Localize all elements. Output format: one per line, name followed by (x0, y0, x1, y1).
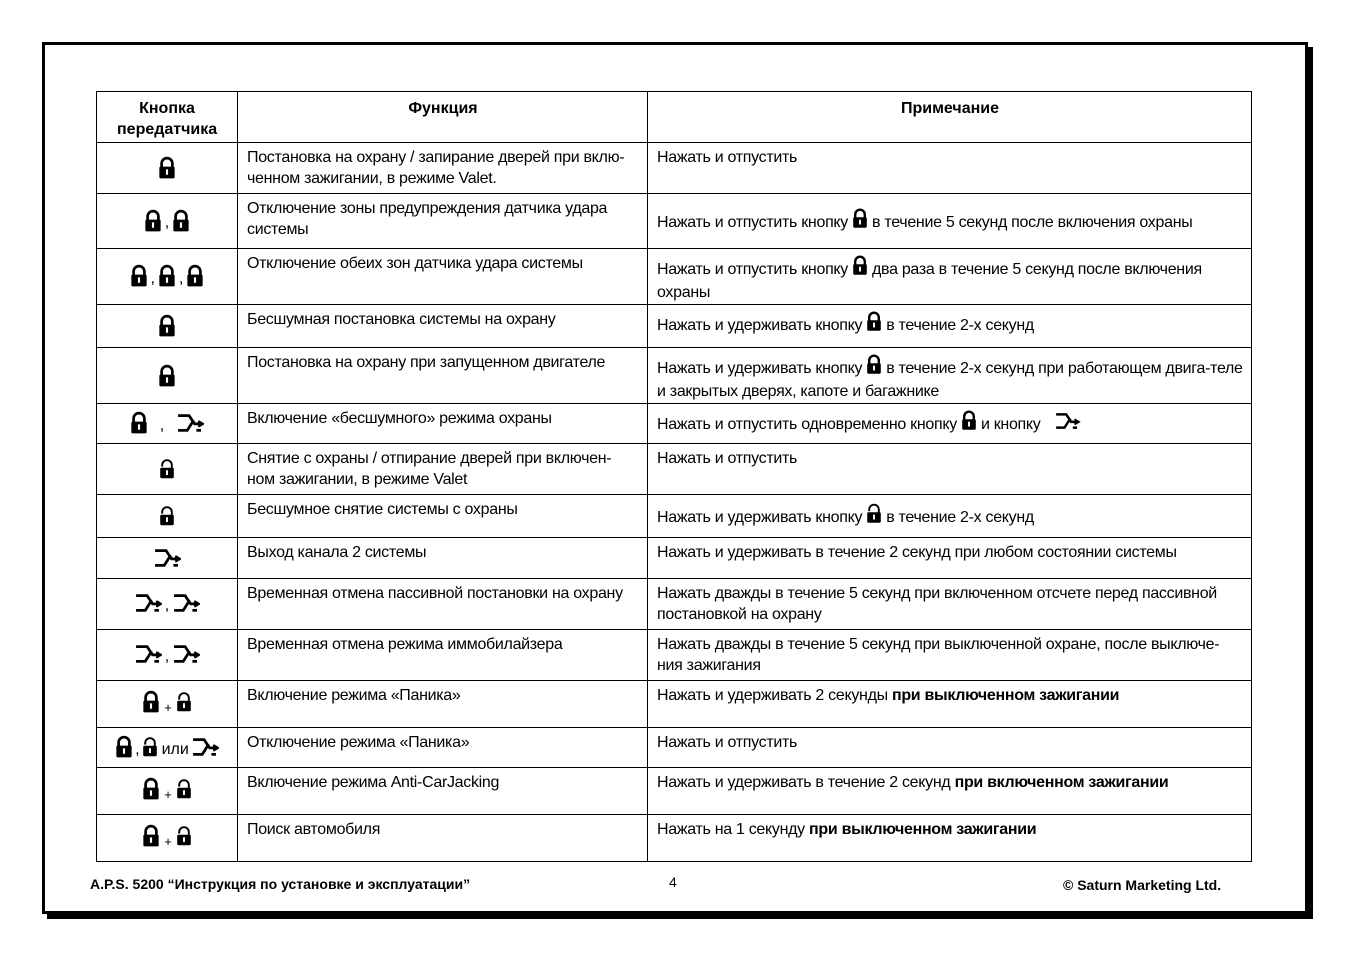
table-row (97, 768, 1252, 815)
aux-channel-icon (176, 412, 204, 434)
comma-separator: , (164, 647, 170, 665)
function-cell: Постановка на охрану / запирание дверей при вклю-ченном зажигании, в режиме Valet. (238, 143, 648, 194)
footer-document-title: A.P.S. 5200 “Инструкция по установке и эксплуатации” (90, 876, 471, 892)
unlock-icon (866, 503, 882, 530)
button-cell (97, 194, 238, 249)
button-cell (97, 404, 238, 444)
unlock-icon (159, 457, 175, 481)
note-cell (648, 305, 1252, 348)
header-function: Функция (238, 92, 648, 143)
note-cell: Нажать и отпустить (648, 728, 1252, 768)
lock-icon (866, 354, 882, 381)
note-cell (648, 348, 1252, 404)
aux-channel-icon (1053, 411, 1081, 437)
button-cell (97, 348, 238, 404)
note-cell: Нажать и отпустить (648, 444, 1252, 495)
lock-icon (130, 264, 148, 288)
plus-separator: + (164, 834, 172, 850)
lock-icon (866, 311, 882, 338)
function-cell: Снятие с охраны / отпирание дверей при включен-ном зажигании, в режиме Valet (238, 444, 648, 495)
note-text: в течение 2-х секунд при работающем двига-теле и закрытых дверях, капоте и багажнике (657, 360, 1243, 400)
button-cell (97, 444, 238, 495)
lock-icon (852, 255, 868, 282)
note-text: и кнопку (980, 416, 1041, 433)
function-cell: Отключение зоны предупреждения датчика удара системы (238, 194, 648, 249)
table-header-row (97, 92, 1252, 143)
note-text: в течение 2-х секунд (886, 509, 1034, 526)
aux-channel-icon (172, 643, 200, 665)
note-text: Нажать и удерживать кнопку (657, 360, 863, 377)
lock-icon (142, 777, 160, 801)
header-note: Примечание (648, 92, 1252, 143)
table-row (97, 538, 1252, 579)
note-emphasis: при выключенном зажигании (891, 687, 1120, 704)
function-cell: Поиск автомобиля (238, 815, 648, 862)
unlock-icon (176, 777, 192, 801)
button-cell (97, 143, 238, 194)
table-row (97, 404, 1252, 444)
table-row (97, 194, 1252, 249)
note-text: два раза в течение 5 секунд после включения охраны (657, 261, 1202, 301)
lock-icon (158, 364, 176, 388)
lock-icon (142, 824, 160, 848)
function-cell: Включение режима Anti-CarJacking (238, 768, 648, 815)
note-cell (648, 768, 1252, 815)
note-emphasis: при выключенном зажигании (809, 821, 1037, 838)
lock-icon (186, 264, 204, 288)
button-cell (97, 495, 238, 538)
table-row (97, 495, 1252, 538)
function-cell: Постановка на охрану при запущенном двигателе (238, 348, 648, 404)
aux-channel-icon (134, 643, 162, 665)
comma-separator: , (159, 416, 165, 434)
lock-icon (172, 209, 190, 233)
note-text: Нажать и удерживать кнопку (657, 317, 863, 334)
table-row (97, 630, 1252, 681)
table-row (97, 815, 1252, 862)
unlock-icon (176, 690, 192, 714)
aux-channel-icon (153, 547, 181, 569)
function-cell: Отключение обеих зон датчика удара системы (238, 249, 648, 305)
lock-icon (158, 264, 176, 288)
note-cell (648, 495, 1252, 538)
aux-channel-icon (172, 592, 200, 614)
button-cell (97, 630, 238, 681)
note-text: Нажать и отпустить кнопку (657, 213, 849, 231)
unlock-icon (142, 735, 158, 759)
note-text: Нажать и удерживать в течение 2 секунд (657, 774, 951, 791)
note-emphasis: при включенном зажигании (954, 774, 1169, 791)
note-cell: Нажать дважды в течение 5 секунд при выключенной охране, после выключе-ния зажигания (648, 630, 1252, 681)
note-text: Нажать и удерживать 2 секунды (657, 687, 888, 704)
function-cell: Бесшумная постановка системы на охрану (238, 305, 648, 348)
button-cell (97, 768, 238, 815)
button-cell (97, 579, 238, 630)
button-cell (97, 249, 238, 305)
comma-separator: , (164, 596, 170, 614)
function-cell: Выход канала 2 системы (238, 538, 648, 579)
note-cell: Нажать дважды в течение 5 секунд при включенном отсчете перед пассивной постановкой на охрану (648, 579, 1252, 630)
note-cell (648, 404, 1252, 444)
function-cell: Включение «бесшумного» режима охраны (238, 404, 648, 444)
table-row (97, 444, 1252, 495)
function-cell: Отключение режима «Паника» (238, 728, 648, 768)
note-text: в течение 5 секунд после включения охраны (872, 213, 1193, 231)
comma-separator: , (135, 740, 140, 758)
note-text: Нажать и удерживать кнопку (657, 509, 863, 526)
lock-icon (144, 209, 162, 233)
button-function-table (96, 91, 1252, 862)
note-cell (648, 681, 1252, 728)
comma-separator: , (150, 269, 155, 287)
lock-icon (852, 208, 868, 235)
button-cell (97, 815, 238, 862)
table-row (97, 681, 1252, 728)
note-text: Нажать и отпустить одновременно кнопку (657, 416, 957, 433)
note-text: Нажать на 1 секунду (657, 821, 805, 838)
table-row (97, 579, 1252, 630)
comma-separator: , (179, 269, 184, 287)
comma-separator: , (164, 214, 170, 232)
function-cell: Включение режима «Паника» (238, 681, 648, 728)
header-button: Кнопка передатчика (97, 92, 238, 143)
function-cell: Временная отмена режима иммобилайзера (238, 630, 648, 681)
table-row (97, 143, 1252, 194)
lock-icon (142, 690, 160, 714)
table-row (97, 728, 1252, 768)
table-row (97, 249, 1252, 305)
note-text: в течение 2-х секунд (886, 317, 1034, 334)
note-cell (648, 815, 1252, 862)
note-cell (648, 249, 1252, 305)
button-cell (97, 728, 238, 768)
plus-separator: + (164, 787, 172, 803)
function-cell: Бесшумное снятие системы с охраны (238, 495, 648, 538)
lock-icon (158, 156, 176, 180)
lock-icon (115, 735, 133, 759)
unlock-icon (159, 504, 175, 528)
footer-page-number: 4 (669, 874, 677, 890)
aux-channel-icon (191, 736, 219, 758)
or-separator: или (161, 740, 189, 758)
lock-icon (130, 411, 148, 435)
note-cell: Нажать и удерживать в течение 2 секунд при любом состоянии системы (648, 538, 1252, 579)
note-cell: Нажать и отпустить (648, 143, 1252, 194)
function-cell: Временная отмена пассивной постановки на охрану (238, 579, 648, 630)
note-text: Нажать и отпустить кнопку (657, 261, 849, 278)
unlock-icon (176, 824, 192, 848)
lock-icon (158, 314, 176, 338)
aux-channel-icon (134, 592, 162, 614)
button-cell (97, 538, 238, 579)
button-cell (97, 305, 238, 348)
lock-icon (961, 410, 977, 437)
table-row (97, 305, 1252, 348)
table-row (97, 348, 1252, 404)
footer-copyright: © Saturn Marketing Ltd. (1063, 877, 1222, 893)
button-cell (97, 681, 238, 728)
note-cell (648, 194, 1252, 249)
plus-separator: + (164, 700, 172, 716)
